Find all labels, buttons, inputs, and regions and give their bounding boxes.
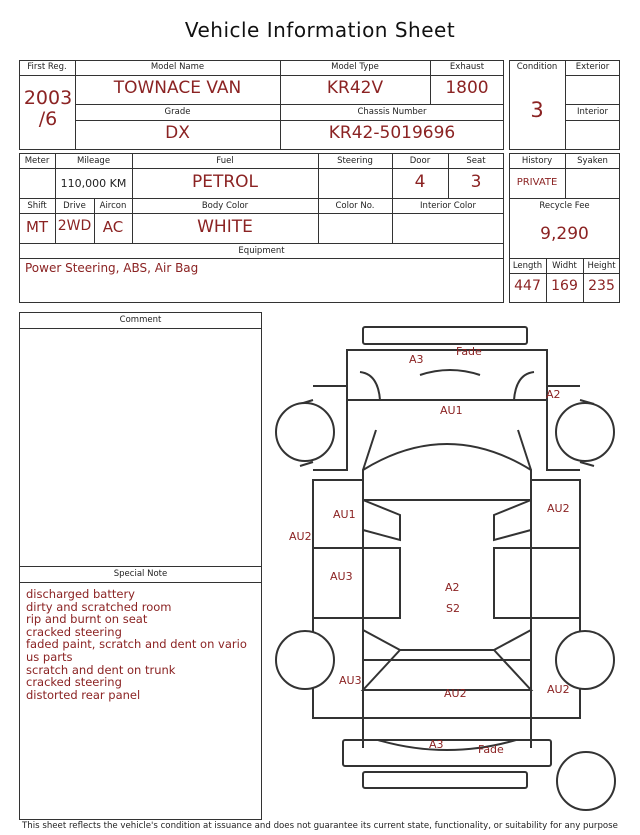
drive-value: 2WD xyxy=(57,218,92,234)
length-label: Length xyxy=(512,261,543,271)
condition-label: Condition xyxy=(516,62,558,72)
body-color-label: Body Color xyxy=(201,201,249,211)
recycle-fee-label: Recycle Fee xyxy=(539,201,590,211)
condition-value: 3 xyxy=(530,98,544,122)
damage-mark: S2 xyxy=(446,602,460,615)
seat-value: 3 xyxy=(470,172,482,192)
history-label: History xyxy=(521,156,553,166)
special-note-item: distorted rear panel xyxy=(26,687,141,702)
special-note-item: us parts xyxy=(26,649,73,664)
mileage-value: 110,000 KM xyxy=(60,177,127,190)
syaken-label: Syaken xyxy=(577,156,608,166)
damage-mark: A2 xyxy=(546,388,561,401)
exterior-label: Exterior xyxy=(575,62,610,72)
special-note-item: scratch and dent on trunk xyxy=(26,662,176,677)
door-label: Door xyxy=(409,156,431,166)
damage-mark: AU3 xyxy=(330,570,353,583)
first-reg-label: First Reg. xyxy=(27,62,67,72)
meter-label: Meter xyxy=(24,156,50,166)
model-name-label: Model Name xyxy=(150,62,205,72)
model-type-value: KR42V xyxy=(326,78,384,98)
first-reg-value: 2003 /6 xyxy=(23,87,73,130)
width-value: 169 xyxy=(551,278,578,294)
recycle-fee-value: 9,290 xyxy=(540,224,589,244)
shift-label: Shift xyxy=(27,201,47,211)
chassis-value: KR42-5019696 xyxy=(328,123,456,143)
vehicle-damage-diagram xyxy=(270,318,625,818)
aircon-value: AC xyxy=(102,218,124,236)
mileage-label: Mileage xyxy=(76,156,111,166)
damage-mark: A3 xyxy=(429,738,444,751)
special-note-item: cracked steering xyxy=(26,675,122,690)
color-no-label: Color No. xyxy=(335,201,375,211)
equipment-value: Power Steering, ABS, Air Bag xyxy=(25,261,199,275)
shift-value: MT xyxy=(25,218,49,236)
width-label: Widht xyxy=(552,261,577,271)
fuel-label: Fuel xyxy=(216,156,234,166)
special-note-item: dirty and scratched room xyxy=(26,599,172,614)
footer-disclaimer: This sheet reflects the vehicle's condition at issuance and does not guarantee its current state, functionality, or suitability for any purpose xyxy=(22,821,618,831)
drive-label: Drive xyxy=(63,201,86,211)
grade-value: DX xyxy=(165,123,190,143)
special-note-item: discharged battery xyxy=(26,587,135,601)
chassis-label: Chassis Number xyxy=(357,107,427,117)
body-color-value: WHITE xyxy=(197,217,253,237)
fuel-value: PETROL xyxy=(191,172,259,192)
special-note-item: faded paint, scratch and dent on vario xyxy=(26,637,247,652)
interior-color-label: Interior Color xyxy=(420,201,476,211)
equipment-label: Equipment xyxy=(238,246,285,256)
damage-mark: AU2 xyxy=(289,530,312,543)
damage-mark: A3 xyxy=(409,353,424,366)
grade-label: Grade xyxy=(164,107,191,117)
model-name-value: TOWNACE VAN xyxy=(113,78,242,98)
damage-mark: AU1 xyxy=(333,508,356,521)
damage-mark: Fade xyxy=(456,345,482,358)
steering-label: Steering xyxy=(337,156,373,166)
comment-label: Comment xyxy=(119,315,162,325)
damage-mark: AU2 xyxy=(547,683,570,696)
length-value: 447 xyxy=(514,278,541,294)
damage-mark: Fade xyxy=(478,743,504,756)
special-note-item: cracked steering xyxy=(26,624,122,639)
door-value: 4 xyxy=(414,172,426,192)
damage-mark: AU2 xyxy=(444,687,467,700)
height-value: 235 xyxy=(588,278,615,294)
seat-label: Seat xyxy=(466,156,486,166)
exhaust-label: Exhaust xyxy=(449,62,485,72)
aircon-label: Aircon xyxy=(99,201,127,211)
height-label: Height xyxy=(587,261,616,271)
special-note-label: Special Note xyxy=(113,569,168,579)
page-title: Vehicle Information Sheet xyxy=(184,18,456,42)
special-note-item: rip and burnt on seat xyxy=(26,612,148,627)
damage-mark: AU2 xyxy=(547,502,570,515)
history-value: PRIVATE xyxy=(516,177,558,188)
model-type-label: Model Type xyxy=(331,62,379,72)
damage-mark: AU3 xyxy=(339,674,362,687)
special-note-list xyxy=(26,588,258,701)
exhaust-value: 1800 xyxy=(445,78,489,98)
interior-label: Interior xyxy=(576,107,608,117)
damage-mark: A2 xyxy=(445,581,460,594)
damage-mark: AU1 xyxy=(440,404,463,417)
